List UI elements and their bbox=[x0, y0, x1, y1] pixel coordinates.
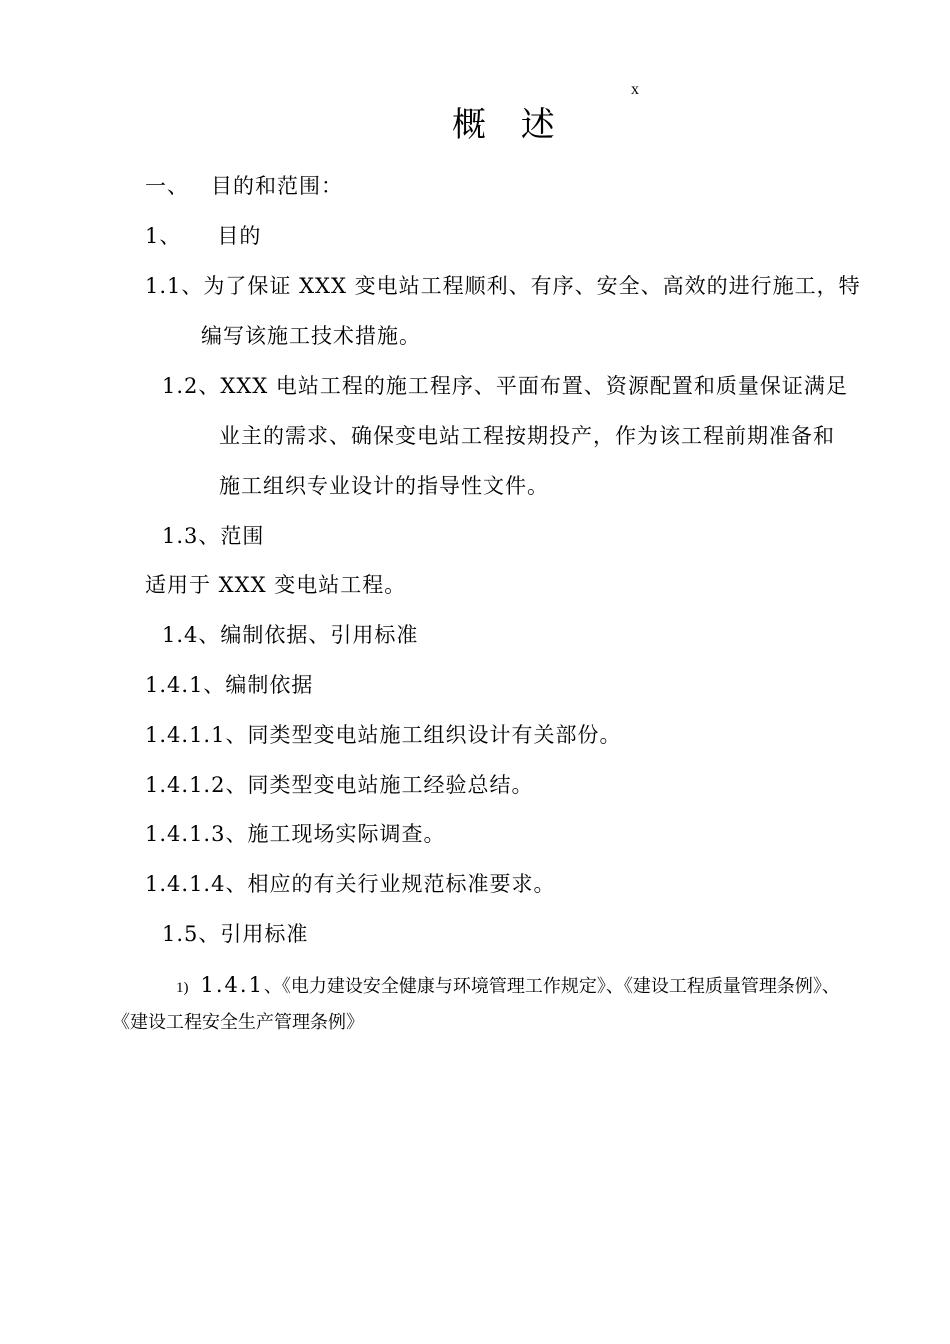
paragraph-1-2-line-2: 业主的需求、确保变电站工程按期投产，作为该工程前期准备和 bbox=[219, 424, 835, 448]
paragraph-1-1-line-2: 编写该施工技术措施。 bbox=[201, 324, 421, 348]
list-marker: 1) bbox=[176, 980, 189, 996]
header-mark: x bbox=[631, 81, 639, 98]
reference-item-1 bbox=[176, 972, 840, 1001]
paragraph-1-2-line-3: 施工组织专业设计的指导性文件。 bbox=[219, 474, 549, 498]
heading-1-4-1: 1.4.1、编制依据 bbox=[145, 673, 314, 697]
scope-text: 适用于 XXX 变电站工程。 bbox=[145, 573, 407, 597]
heading-1-5: 1.5、引用标准 bbox=[162, 922, 309, 946]
section-number: 一、 bbox=[145, 174, 189, 198]
paragraph-1-1-line-1: 1.1、为了保证 XXX 变电站工程顺利、有序、安全、高效的进行施工，特 bbox=[145, 274, 861, 298]
reference-text: 、《电力建设安全健康与环境管理工作规定》、《建设工程质量管理条例》、 bbox=[263, 976, 840, 997]
item-1-4-1-3: 1.4.1.3、施工现场实际调查。 bbox=[145, 822, 446, 846]
paragraph-1-2-line-1: 1.2、XXX 电站工程的施工程序、平面布置、资源配置和质量保证满足 bbox=[162, 374, 848, 398]
item-1-4-1-2: 1.4.1.2、同类型变电站施工经验总结。 bbox=[145, 773, 534, 797]
page-title: 概 述 bbox=[452, 105, 567, 145]
reference-number: 1.4.1 bbox=[200, 973, 264, 997]
subsection-text: 目的 bbox=[217, 224, 262, 248]
section-heading-1 bbox=[145, 171, 343, 201]
section-text: 目的和范围： bbox=[211, 174, 343, 198]
heading-1-4: 1.4、编制依据、引用标准 bbox=[162, 623, 419, 647]
reference-item-1-continued: 《建设工程安全生产管理条例》 bbox=[112, 1012, 364, 1033]
item-1-4-1-1: 1.4.1.1、同类型变电站施工组织设计有关部份。 bbox=[145, 723, 622, 747]
subsection-heading-1 bbox=[145, 221, 261, 251]
heading-1-3: 1.3、范围 bbox=[162, 524, 265, 548]
item-1-4-1-4: 1.4.1.4、相应的有关行业规范标准要求。 bbox=[145, 872, 556, 896]
subsection-number: 1、 bbox=[145, 224, 182, 248]
